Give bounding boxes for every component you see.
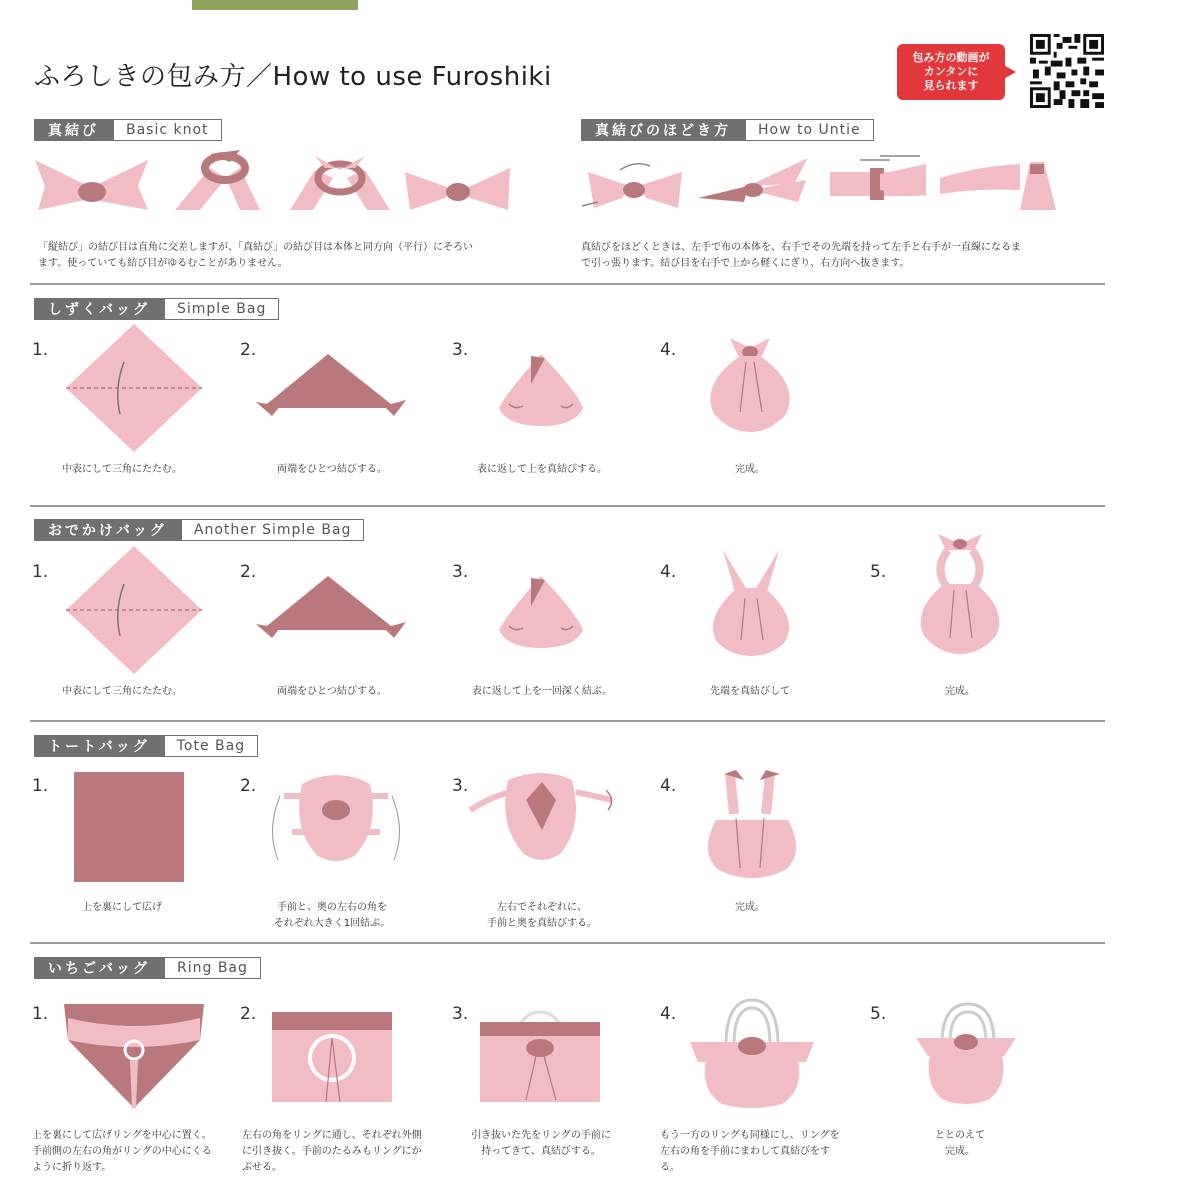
step-number: 2. (240, 562, 257, 582)
untie-illustrations (580, 150, 1070, 230)
spread-cloth-illustration (74, 772, 186, 884)
step-caption: 上を裏にして広げ (82, 902, 162, 913)
tie-ends-illustration (256, 572, 411, 652)
step-number: 3. (452, 776, 469, 796)
turn-inside-out-illustration (495, 572, 587, 652)
step-caption: 両端をひとつ結びする。 (277, 686, 387, 697)
qr-code-icon[interactable] (1030, 34, 1104, 108)
untie-illustration-1 (582, 164, 682, 208)
ring-fold-illustration (64, 1004, 204, 1112)
ring-bag-label-en: Ring Bag (164, 957, 261, 979)
step-number: 2. (240, 776, 257, 796)
untie-illustration-4 (940, 164, 1020, 194)
step-number: 5. (870, 562, 887, 582)
step-caption: 上を裏にして広げリングを中心に置く。手前側の左右の角がリングの中心にくるように折り返す。 (32, 1130, 212, 1173)
thread-ring-illustration (268, 1008, 398, 1108)
another-simple-bag-label-jp: おでかけバッグ (34, 519, 181, 541)
tie-corners-illustration (262, 770, 410, 890)
second-ring-illustration (682, 1000, 822, 1110)
untie-label (581, 119, 874, 141)
step-number: 3. (452, 562, 469, 582)
step-caption: ととのえて 完成。 (935, 1130, 985, 1157)
basic-knot-label-en: Basic knot (113, 119, 222, 141)
finished-tote-bag-illustration (700, 770, 804, 880)
step-number: 1. (32, 340, 49, 360)
ring-bag-label (34, 957, 261, 979)
page-title: ふろしきの包み方／How to use Furoshiki (34, 62, 552, 92)
knot-illustration-3 (290, 156, 390, 210)
simple-bag-label-en: Simple Bag (164, 298, 279, 320)
square-knot-sides-illustration (466, 770, 616, 880)
video-badge[interactable]: 包み方の動画が カンタンに 見られます (897, 44, 1005, 100)
knot-illustration-2 (175, 150, 260, 210)
step-number: 2. (240, 1004, 257, 1024)
basic-knot-caption: 「縦結び」の結び目は直角に交差しますが、「真結び」の結び目は本体と同方向（平行）にそろい ます。使っていても結び目がゆるむことがありません。 (38, 242, 473, 269)
step-number: 3. (452, 340, 469, 360)
fold-triangle-illustration (64, 544, 204, 676)
step-caption: 手前と、奥の左右の角を それぞれ大きく1回結ぶ。 (273, 902, 391, 929)
section-divider (30, 505, 1105, 507)
step-number: 4. (660, 776, 677, 796)
step-caption: 左右の角をリングに通し、それぞれ外側に引き抜く。手前のたるみもリングにかぶせる。 (242, 1130, 422, 1173)
untie-illustration-2 (698, 158, 808, 202)
step-caption: 両端をひとつ結びする。 (277, 464, 387, 475)
step-number: 2. (240, 340, 257, 360)
step-caption: 完成。 (735, 902, 765, 913)
step-caption: 引き抜いた先をリングの手前に 持ってきて、真結びする。 (471, 1130, 611, 1157)
tote-bag-label-jp: トートバッグ (34, 735, 164, 757)
step-number: 4. (660, 340, 677, 360)
knot-illustration-1 (35, 160, 148, 210)
step-number: 3. (452, 1004, 469, 1024)
section-divider (30, 942, 1105, 944)
untie-caption: 真結びをほどくときは、左手で布の本体を、右手でその先端を持って左手と右手が一直線になるま で引っ張ります。結び目を右手で上から軽くにぎり、右方向へ抜きます。 (581, 242, 1021, 269)
step-number: 1. (32, 776, 49, 796)
simple-bag-label (34, 298, 279, 320)
another-simple-bag-label-en: Another Simple Bag (181, 519, 365, 541)
section-divider (30, 720, 1105, 722)
step-number: 1. (32, 1004, 49, 1024)
fold-triangle-illustration (64, 322, 204, 454)
step-caption: 中表にして三角にたたむ。 (62, 464, 182, 475)
tie-over-ring-illustration (476, 1008, 606, 1108)
step-caption: 中表にして三角にたたむ。 (62, 686, 182, 697)
step-caption: 完成。 (945, 686, 975, 697)
tote-bag-label (34, 735, 258, 757)
finished-drop-bag-illustration (700, 334, 800, 434)
step-number: 4. (660, 562, 677, 582)
finished-ring-bag-illustration (912, 1000, 1022, 1110)
untie-illustration-5 (1020, 162, 1056, 210)
ring-bag-label-jp: いちごバッグ (34, 957, 164, 979)
turn-inside-out-illustration (495, 350, 587, 430)
knot-illustration-4 (405, 168, 510, 210)
step-caption: 表に返して上を真結びする。 (477, 464, 607, 475)
step-number: 5. (870, 1004, 887, 1024)
untie-label-jp: 真結びのほどき方 (581, 119, 745, 141)
video-badge-pointer (1002, 64, 1016, 80)
step-caption: 完成。 (735, 464, 765, 475)
finished-outing-bag-illustration (912, 528, 1008, 658)
basic-knot-illustrations (30, 148, 540, 228)
step-caption: 左右でそれぞれに、 手前と奥を真結びする。 (487, 902, 597, 929)
step-caption: 先端を真結びして (710, 686, 790, 697)
step-number: 4. (660, 1004, 677, 1024)
simple-bag-label-jp: しずくバッグ (34, 298, 164, 320)
step-caption: もう一方のリングも同様にし、リングを左右の角を手前にまわして真結びをする。 (660, 1130, 840, 1173)
untie-label-en: How to Untie (745, 119, 874, 141)
tote-bag-label-en: Tote Bag (164, 735, 258, 757)
top-accent-bar (192, 0, 358, 10)
tie-tips-illustration (705, 548, 795, 658)
another-simple-bag-label (34, 519, 364, 541)
step-caption: 表に返して上を一回深く結ぶ。 (471, 686, 613, 697)
basic-knot-label (34, 119, 222, 141)
section-divider (30, 283, 1105, 285)
tie-ends-illustration (256, 350, 411, 430)
basic-knot-label-jp: 真結び (34, 119, 113, 141)
untie-illustration-3 (830, 156, 926, 200)
step-number: 1. (32, 562, 49, 582)
